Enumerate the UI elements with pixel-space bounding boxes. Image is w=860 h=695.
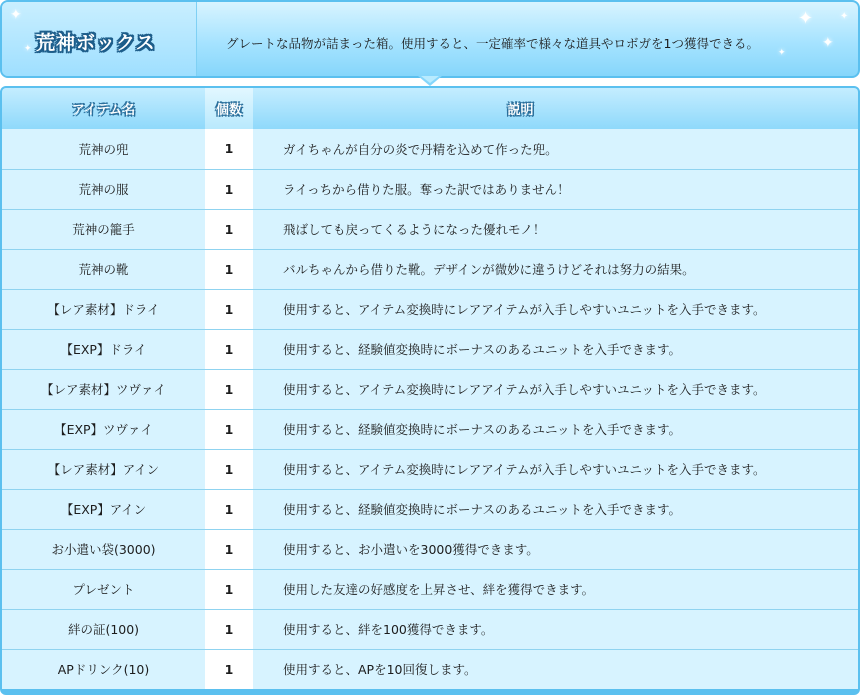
column-header-qty: 個数: [205, 88, 253, 129]
item-qty: 1: [205, 369, 253, 409]
item-name: お小遣い袋(3000): [2, 529, 205, 569]
table-row: [2, 449, 858, 489]
table-row: [2, 409, 858, 449]
item-desc: 使用すると、アイテム変換時にレアアイテムが入手しやすいユニットを入手できます。: [253, 369, 858, 409]
table-row: [2, 569, 858, 609]
item-desc: ガイちゃんが自分の炎で丹精を込めて作った兜。: [253, 129, 858, 169]
table-row: [2, 609, 858, 649]
item-desc: 使用すると、絆を100獲得できます。: [253, 609, 858, 649]
item-qty: 1: [205, 209, 253, 249]
column-header-name: アイテム名: [2, 88, 205, 129]
column-header-desc: 説明: [253, 88, 858, 129]
item-desc: 飛ばしても戻ってくるようになった優れモノ！: [253, 209, 858, 249]
item-name: 【EXP】ツヴァイ: [2, 409, 205, 449]
item-desc: 使用した友達の好感度を上昇させ、絆を獲得できます。: [253, 569, 858, 609]
item-name: 絆の証(100): [2, 609, 205, 649]
item-qty: 1: [205, 289, 253, 329]
table-row: [2, 249, 858, 289]
item-desc: 使用すると、アイテム変換時にレアアイテムが入手しやすいユニットを入手できます。: [253, 449, 858, 489]
item-qty: 1: [205, 489, 253, 529]
item-qty: 1: [205, 569, 253, 609]
header-description: グレートな品物が詰まった箱。使用すると、一定確率で様々な道具やロボガを1つ獲得できる。: [226, 36, 759, 51]
table-row: [2, 329, 858, 369]
table-row: [2, 529, 858, 569]
item-name: 荒神の服: [2, 169, 205, 209]
item-qty: 1: [205, 249, 253, 289]
table-row: [2, 649, 858, 689]
table-row: [2, 289, 858, 329]
item-qty: 1: [205, 409, 253, 449]
sparkle-icon: ✦: [10, 7, 22, 23]
item-name: 【EXP】ドライ: [2, 329, 205, 369]
item-qty: 1: [205, 329, 253, 369]
item-desc: 使用すると、APを10回復します。: [253, 649, 858, 689]
item-qty: 1: [205, 129, 253, 169]
sparkle-icon: ✦: [24, 44, 32, 54]
table-header-row: [2, 88, 858, 129]
item-table-frame: [0, 86, 860, 695]
item-name: 【レア素材】ツヴァイ: [2, 369, 205, 409]
page-title: 荒神ボックス: [36, 32, 156, 54]
sparkle-icon: ✦: [778, 48, 786, 58]
item-desc: ライっちから借りた服。奪った訳ではありません！: [253, 169, 858, 209]
item-name: プレゼント: [2, 569, 205, 609]
header-title-panel: [2, 2, 197, 76]
item-qty: 1: [205, 649, 253, 689]
table-row: [2, 209, 858, 249]
table-row: [2, 169, 858, 209]
item-name: 荒神の兜: [2, 129, 205, 169]
item-name: 【EXP】アイン: [2, 489, 205, 529]
sparkle-icon: ✦: [798, 8, 814, 29]
table-row: [2, 489, 858, 529]
item-desc: 使用すると、お小遣いを3000獲得できます。: [253, 529, 858, 569]
item-desc: 使用すると、経験値変換時にボーナスのあるユニットを入手できます。: [253, 489, 858, 529]
table-row: [2, 369, 858, 409]
sparkle-icon: ✦: [840, 11, 849, 22]
item-name: 荒神の籠手: [2, 209, 205, 249]
table-row: [2, 129, 858, 169]
sparkle-icon: ✦: [822, 35, 834, 51]
item-table: [2, 88, 858, 689]
item-desc: 使用すると、経験値変換時にボーナスのあるユニットを入手できます。: [253, 329, 858, 369]
pointer-arrow-inner: [421, 76, 439, 83]
item-name: APドリンク(10): [2, 649, 205, 689]
item-name: 【レア素材】アイン: [2, 449, 205, 489]
item-qty: 1: [205, 609, 253, 649]
item-name: 【レア素材】ドライ: [2, 289, 205, 329]
item-desc: 使用すると、アイテム変換時にレアアイテムが入手しやすいユニットを入手できます。: [253, 289, 858, 329]
item-qty: 1: [205, 449, 253, 489]
item-name: 荒神の靴: [2, 249, 205, 289]
item-desc: バルちゃんから借りた靴。デザインが微妙に違うけどそれは努力の結果。: [253, 249, 858, 289]
item-desc: 使用すると、経験値変換時にボーナスのあるユニットを入手できます。: [253, 409, 858, 449]
item-qty: 1: [205, 529, 253, 569]
item-qty: 1: [205, 169, 253, 209]
item-box-header: [0, 0, 860, 78]
